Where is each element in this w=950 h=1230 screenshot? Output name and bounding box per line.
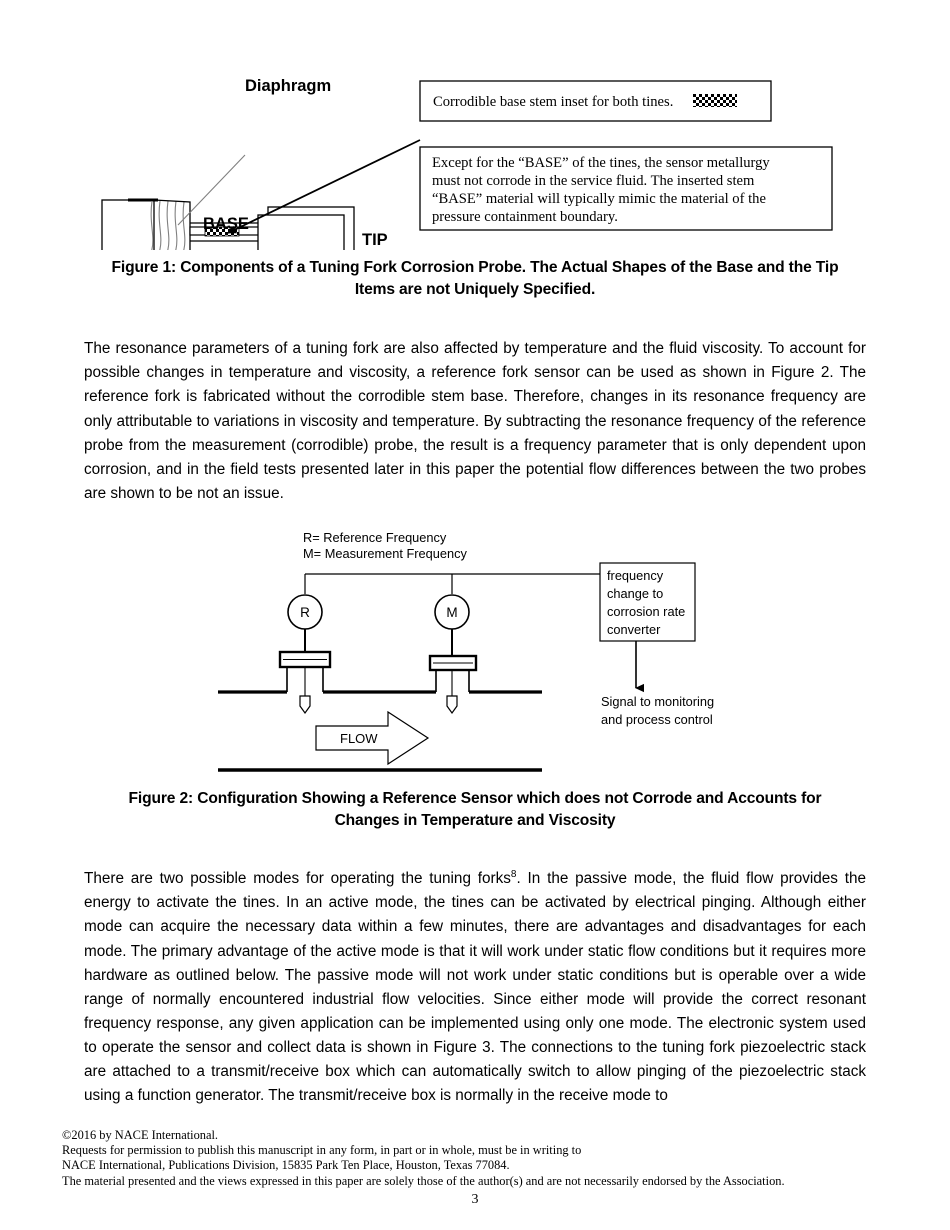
body-paragraph-2 [84,867,866,1108]
flow-arrow-label: FLOW [340,731,378,746]
callout-bottom-line3: “BASE” material will typically mimic the material of the [432,191,766,207]
figure-2-caption: Figure 2: Configuration Showing a Reference Sensor which does not Corrode and Accounts for Changes in Temperature and Viscosity [128,790,822,829]
converter-line3: corrosion rate [607,604,686,619]
measurement-node-label: M [446,605,458,620]
converter-box [600,563,695,641]
footer-disclaimer-line: The material presented and the views expressed in this paper are solely those of the author(s) and are not necessarily endorsed by the Association. [62,1173,785,1188]
output-label-line2: and process control [601,712,713,727]
figure2-legend-line2: M= Measurement Frequency [303,546,467,561]
figure-1-diagram [0,55,950,250]
measurement-sensor-node [430,595,476,713]
probe-tip [258,207,354,250]
diaphragm-corrugations [151,201,185,250]
probe-body [102,200,158,250]
converter-line1: frequency [607,568,664,583]
paragraph-2-text-rest: . In the passive mode, the fluid flow provides the energy to activate the tines. In an active mode, the tines can be activated by electrical pinging. Although either mode can acquire the necessary data within a few minutes, there are advantages and disadvantages for each mode. The primary advantage of the active mode is that it will work under static flow conditions but it requires more hardware as outlined below. The passive mode will not work under static conditions but is operable over a wide range of normally encountered industrial flow velocities. Since either mode will provide the correct resonant frequency response, any given application can be implemented using only one mode. The electronic system used to operate the sensor and collect data is shown in Figure 3. The connections to the tuning fork piezoelectric stack are attached to a transmit/receive box which can automatically switch to allow pinging of the piezoelectric stack using a function generator. The transmit/receive box is normally in the receive mode to [84,870,866,1105]
figure-1-caption: Figure 1: Components of a Tuning Fork Corrosion Probe. The Actual Shapes of the Base and the Tip Items are not Uniquely Specified. [111,259,839,298]
label-base: BASE [203,215,249,233]
callout-box-bottom [420,147,832,230]
label-diaphragm: Diaphragm [245,77,332,95]
figure2-legend-line1: R= Reference Frequency [303,530,447,545]
paragraph-2-text-start: There are two possible modes for operating the tuning forks [84,870,511,888]
reference-node-label: R [300,605,310,620]
callout-box-top [420,81,771,121]
callout-checker-swatch [693,94,737,107]
converter-line2: change to [607,586,664,601]
figure-2-diagram [0,520,950,780]
page-number: 3 [471,1192,479,1207]
footer-copyright: ©2016 by NACE International. [62,1128,219,1142]
output-label-line1: Signal to monitoring [601,694,715,709]
callout-bottom-line4: pressure containment boundary. [432,209,618,225]
callout-top-text: Corrodible base stem inset for both tines. [433,94,674,110]
body-paragraph-1: The resonance parameters of a tuning fork are also affected by temperature and the fluid viscosity. To account for possible changes in temperature and viscosity, a reference fork sensor can be used as shown in Figure 2. The reference fork is fabricated without the corrodible stem base. Therefore, changes in its resonance frequency are only attributable to variations in viscosity and temperature. By subtracting the resonance frequency of the reference probe from the measurement (corrodible) probe, the result is a frequency parameter that is only dependent upon corrosion, and in the field tests presented later in this paper the potential flow differences between the two probes are shown to be not an issue. [84,340,866,502]
footer-address-line: NACE International, Publications Division, 15835 Park Ten Place, Houston, Texas 77084. [62,1158,510,1173]
converter-line4: converter [607,622,661,637]
callout-bottom-line1: Except for the “BASE” of the tines, the sensor metallurgy [432,155,770,171]
label-tip: TIP [362,231,388,249]
page-footer [62,1128,862,1189]
callout-bottom-line2: must not corrode in the service fluid. The inserted stem [432,173,755,189]
flow-arrow [316,712,428,764]
reference-sensor-node [280,595,330,713]
footnote-reference-8: 8 [510,869,517,881]
footer-permission-line: Requests for permission to publish this manuscript in any form, in part or in whole, must be in writing to [62,1143,582,1158]
